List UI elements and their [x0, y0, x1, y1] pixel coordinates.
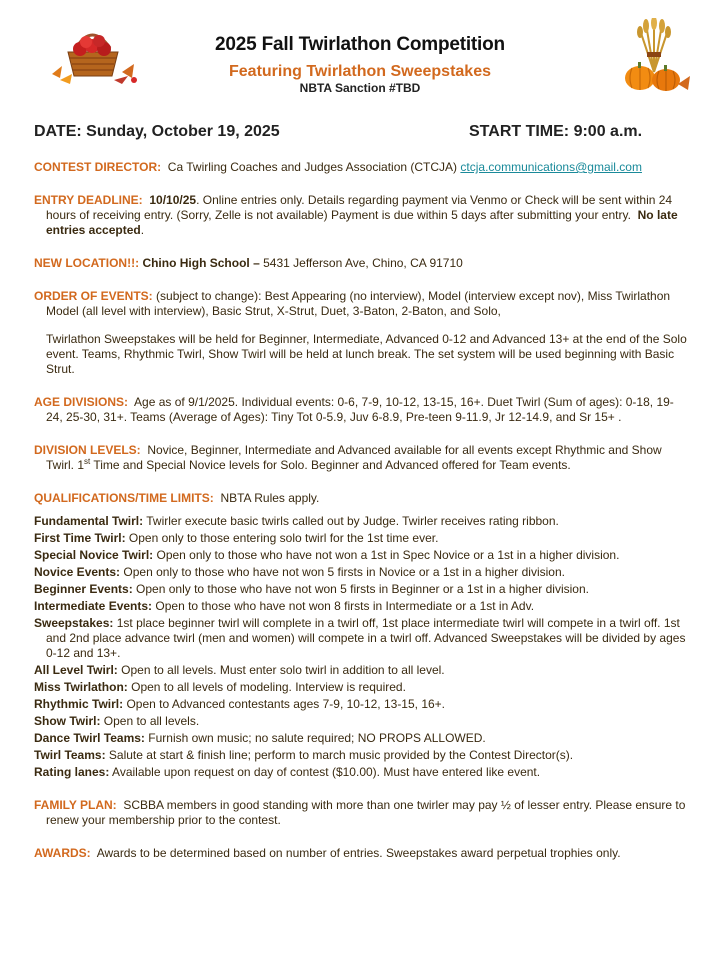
qualification-text: Twirler execute basic twirls called out by Judge. Twirler receives rating ribbon.	[143, 514, 559, 528]
qualification-text: Open to all levels.	[100, 714, 200, 728]
deadline-date: 10/10/25	[149, 193, 197, 207]
age-divisions-section	[34, 395, 690, 425]
qualification-text: Available upon request on day of contest ($10.00). Must have entered like event.	[109, 765, 541, 779]
qualification-item	[34, 582, 690, 597]
section-label: QUALIFICATIONS/TIME LIMITS:	[34, 491, 214, 505]
qualification-label: Novice Events:	[34, 565, 121, 579]
qualification-text: Open only to those who have not won a 1st in Spec Novice or a 1st in a higher division.	[153, 548, 620, 562]
location-section	[34, 256, 690, 271]
qualification-label: Rating lanes:	[34, 765, 110, 779]
qualification-label: Beginner Events:	[34, 582, 133, 596]
family-plan-section	[34, 798, 690, 828]
qualification-item	[34, 697, 690, 712]
qualification-text: Salute at start & finish line; perform to march music provided by the Contest Director(s).	[105, 748, 574, 762]
section-label: CONTEST DIRECTOR:	[34, 160, 162, 174]
contact-email-link[interactable]: ctcja.communications@gmail.com	[460, 160, 642, 174]
sanction-line: NBTA Sanction #TBD	[299, 81, 421, 95]
qualification-text: Open only to those who have not won 5 firsts in Novice or a 1st in a higher division.	[120, 565, 565, 579]
qualification-text: Open to those who have not won 8 firsts in Intermediate or a 1st in Adv.	[152, 599, 535, 613]
entry-deadline-section	[34, 193, 690, 238]
qualification-item	[34, 616, 690, 661]
qualifications-section	[34, 491, 690, 506]
section-label: NEW LOCATION!!:	[34, 256, 140, 270]
section-label: ENTRY DEADLINE:	[34, 193, 143, 207]
qualification-item	[34, 531, 690, 546]
contest-director-section	[34, 160, 690, 175]
qualification-text: Open only to those entering solo twirl for the 1st time ever.	[125, 531, 439, 545]
qualification-item	[34, 765, 690, 780]
qualification-text: Open only to those who have not won 5 firsts in Beginner or a 1st in a higher division.	[132, 582, 589, 596]
contest-director-text: Ca Twirling Coaches and Judges Association (CTCJA)	[167, 160, 458, 174]
qualification-label: Sweepstakes:	[34, 616, 114, 630]
qualifications-list	[34, 514, 690, 780]
event-date: DATE: Sunday, October 19, 2025	[34, 123, 280, 140]
page-title: 2025 Fall Twirlathon Competition	[215, 34, 505, 55]
qualification-item	[34, 565, 690, 580]
qualification-label: Fundamental Twirl:	[34, 514, 144, 528]
section-label: ORDER OF EVENTS:	[34, 289, 153, 303]
deadline-text: . Online entries only. Details regarding payment via Venmo or Check will be sent within 24 hours of receiving entry. (Sorry, Zelle is not available) Payment is due within 5 days after submitting your entry.	[46, 193, 673, 222]
qualification-item	[34, 663, 690, 678]
section-label: DIVISION LEVELS:	[34, 443, 141, 457]
section-label: AGE DIVISIONS:	[34, 395, 129, 409]
deadline-end: .	[140, 223, 145, 237]
qualification-item	[34, 548, 690, 563]
division-levels-text: Novice, Beginner, Intermediate and Advanced available for all events except Rhythmic and Show Twirl. 1	[46, 443, 662, 472]
qualification-label: Dance Twirl Teams:	[34, 731, 145, 745]
age-divisions-text: Age as of 9/1/2025. Individual events: 0-6, 7-9, 10-12, 13-15, 16+. Duet Twirl (Sum of ages): 0-18, 19-24, 25-30, 31+. Teams (Average of Ages): Tiny Tot 0-5.9, Juv 6-8.9, Pre-teen 9-11.9, Jr 12-14.9, and Sr 15+ .	[46, 395, 674, 424]
ordinal-suffix: st	[84, 457, 91, 466]
qualification-label: Twirl Teams:	[34, 748, 106, 762]
qualification-text: 1st place beginner twirl will complete in a twirl off, 1st place intermediate twirl will compete in a twirl off. 1st and 2nd place advance twirl (men and women) will compete in a twirl off. Advanced Sweepstakes will be divided by ages 0-12 and 13+.	[46, 616, 686, 660]
qualification-label: Miss Twirlathon:	[34, 680, 128, 694]
qualification-text: Open to all levels. Must enter solo twirl in addition to all level.	[117, 663, 445, 677]
qualification-item	[34, 731, 690, 746]
qualification-label: All Level Twirl:	[34, 663, 118, 677]
order-of-events-section	[34, 289, 690, 319]
qualification-item	[34, 748, 690, 763]
venue-name: Chino High School –	[142, 256, 260, 270]
qualification-label: First Time Twirl:	[34, 531, 126, 545]
qualification-text: Open to Advanced contestants ages 7-9, 10-12, 13-15, 16+.	[123, 697, 446, 711]
venue-address: 5431 Jefferson Ave, Chino, CA 91710	[263, 256, 463, 270]
qualification-text: Open to all levels of modeling. Interview is required.	[127, 680, 406, 694]
sweepstakes-note: Twirlathon Sweepstakes will be held for Beginner, Intermediate, Advanced 0-12 and Advanced 13+ at the end of the Solo event. Teams, Rhythmic Twirl, Show Twirl will be held at lunch break. The set system will be used beginning with Basic Strut.	[46, 332, 687, 376]
qualification-label: Intermediate Events:	[34, 599, 153, 613]
qualification-item	[34, 680, 690, 695]
qualification-item	[34, 599, 690, 614]
start-time: START TIME: 9:00 a.m.	[469, 123, 643, 140]
qualification-label: Show Twirl:	[34, 714, 101, 728]
qualification-item	[34, 514, 690, 529]
qualification-text: Furnish own music; no salute required; NO PROPS ALLOWED.	[144, 731, 486, 745]
section-label: FAMILY PLAN:	[34, 798, 117, 812]
qualification-label: Special Novice Twirl:	[34, 548, 154, 562]
section-label: AWARDS:	[34, 846, 91, 860]
qualifications-text: NBTA Rules apply.	[220, 491, 320, 505]
division-levels-section	[34, 443, 690, 473]
awards-text: Awards to be determined based on number of entries. Sweepstakes award perpetual trophies only.	[96, 846, 621, 860]
order-of-events-text: (subject to change): Best Appearing (no interview), Model (interview except nov), Miss Twirlathon Model (all level with interview), Basic Strut, X-Strut, Duet, 3-Baton, 2-Baton, and Solo,	[46, 289, 671, 318]
division-levels-text-cont: Time and Special Novice levels for Solo. Beginner and Advanced offered for Team events.	[90, 458, 571, 472]
no-late-entries: No late entries accepted	[46, 208, 678, 237]
flyer-body	[34, 160, 690, 874]
family-plan-text: SCBBA members in good standing with more than one twirler may pay ½ of lesser entry. Please ensure to renew your membership prior to the contest.	[46, 798, 686, 827]
page-subtitle: Featuring Twirlathon Sweepstakes	[229, 63, 491, 80]
awards-section	[34, 846, 690, 861]
qualification-item	[34, 714, 690, 729]
qualification-label: Rhythmic Twirl:	[34, 697, 124, 711]
